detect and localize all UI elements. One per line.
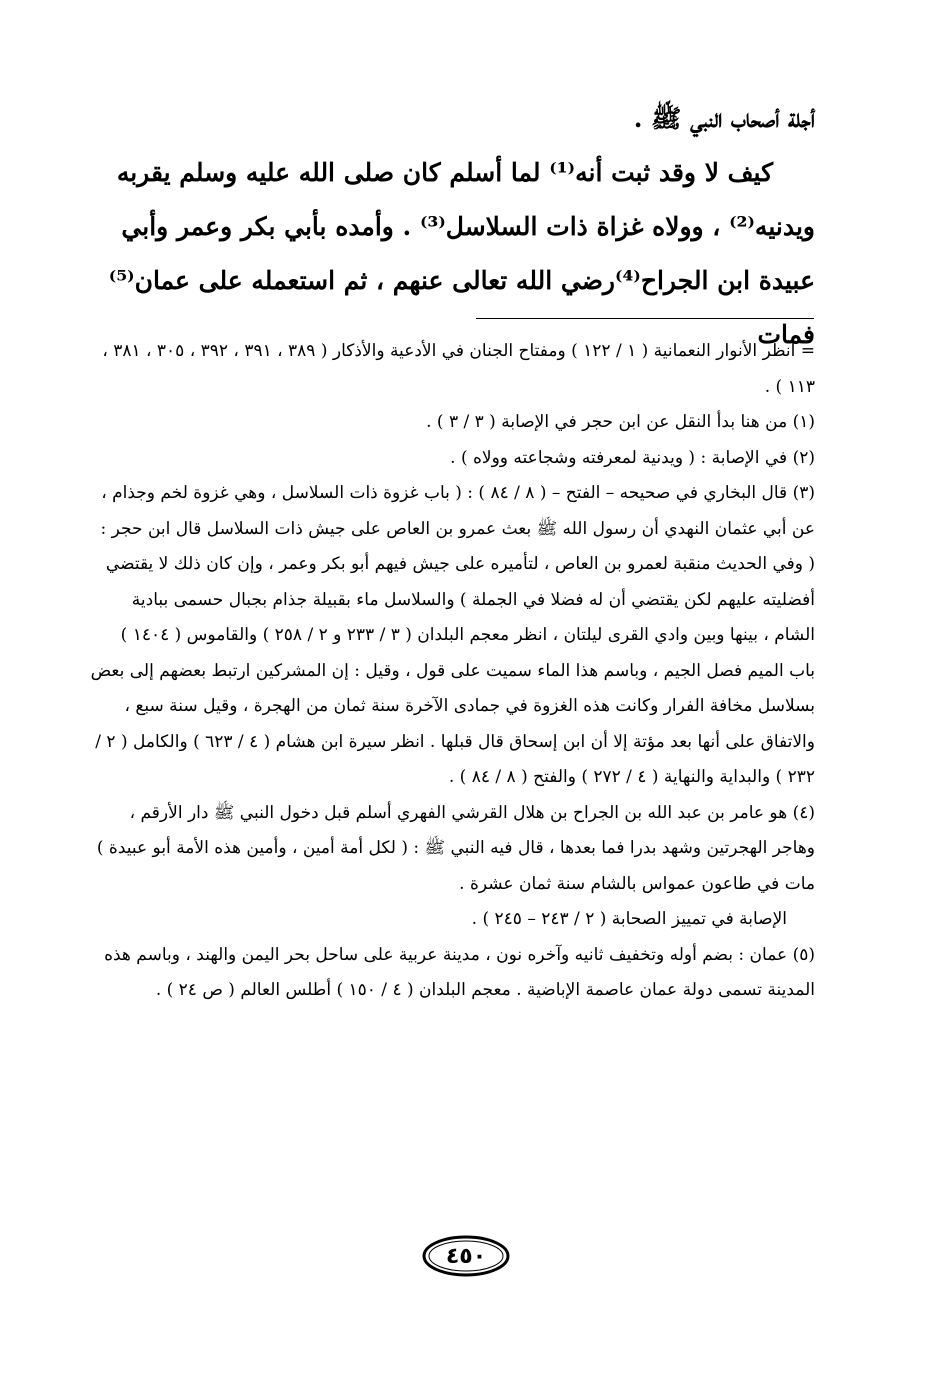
footnote-4-source: الإصابة في تمييز الصحابة ( ٢ / ٢٤٣ – ٢٤٥ ) .: [471, 909, 787, 929]
page-number-text: ٤٥٠: [445, 1243, 487, 1269]
main-text: [90, 92, 815, 362]
footnotes: [90, 334, 815, 1009]
main-line-1: أجلة أصحاب النبي ﷺ .: [633, 104, 815, 133]
page-number: [421, 1234, 511, 1278]
footnote-1: (١) من هنا بدأ النقل عن ابن حجر في الإصابة ( ٣ / ٣ ) .: [426, 412, 815, 432]
footnote-2: (٢) في الإصابة : ( ويدنية لمعرفته وشجاعته وولاه ) .: [450, 447, 815, 468]
main-paragraph: كيف لا وقد ثبت أنه⁽¹⁾ لما أسلم كان صلى الله عليه وسلم يقربه ويدنيه⁽²⁾ ، وولاه غزاة ذات السلاسل⁽³⁾ . وأمده بأبي بكر وعمر وأبي عبيدة ابن الجراح⁽⁴⁾رضي الله تعالى عنهم ، ثم استعمله على عمان⁽⁵⁾ فمات: [108, 158, 815, 349]
footnote-3: (٣) قال البخاري في صحيحه – الفتح – ( ٨ / ٨٤ ) : ( باب غزوة ذات السلاسل ، وهي غزوة لخم وجذام ، عن أبي عثمان النهدي أن رسول الله ﷺ بعث عمرو بن العاص على جيش ذات السلاسل قال ابن حجر : ( وفي الحديث منقبة لعمرو بن العاص ، لتأميره على جيش فيهم أبو بكر وعمر ، وإن كان ذلك لا يقتضي أفضليته عليهم لكن يقتضي أن له فضلا في الجملة ) والسلاسل ماء بقبيلة جذام بجبال حسمى ببادية الشام ، بينها وبين وادي القرى ليلتان ، انظر معجم البلدان ( ٣ / ٢٣٣ و ٢ / ٢٥٨ ) والقاموس ( ١٤٠٤ ) باب الميم فصل الجيم ، وباسم هذا الماء سميت على قول ، وقيل : إن المشركين ارتبط بعضهم إلى بعض بسلاسل مخافة الفرار وكانت هذه الغزوة في جمادى الآخرة سنة ثمان من الهجرة ، وقيل سنة سبع ، والاتفاق على أنها بعد مؤتة إلا أن ابن إسحاق قال قبلها . انظر سيرة ابن هشام ( ٤ / ٦٢٣ ) والكامل ( ٢ / ٢٣٢ ) والبداية والنهاية ( ٤ / ٢٧٢ ) والفتح ( ٨ / ٨٤ ) .: [90, 483, 815, 787]
footnote-continued: = انظر الأنوار النعمانية ( ١ / ١٢٢ ) ومفتاح الجنان في الأدعية والأذكار ( ٣٨٩ ، ٣٩١ ، ٣٩٢ ، ٣٠٥ ، ٣٨١ ، ١١٣ ) .: [102, 341, 815, 397]
footnote-separator: [476, 318, 814, 319]
footnote-4: (٤) هو عامر بن عبد الله بن الجراح بن هلال القرشي الفهري أسلم قبل دخول النبي ﷺ دار الأرقم ، وهاجر الهجرتين وشهد بدرا فما بعدها ، قال فيه النبي ﷺ : ( لكل أمة أمين ، وأمين هذه الأمة أبو عبيدة ) مات في طاعون عمواس بالشام سنة ثمان عشرة .: [96, 802, 815, 894]
footnote-5: (٥) عمان : بضم أوله وتخفيف ثانيه وآخره نون ، مدينة عربية على ساحل بحر اليمن والهند ، وباسم هذه المدينة تسمى دولة عمان عاصمة الإباضية . معجم البلدان ( ٤ / ١٥٠ ) أطلس العالم ( ص ٢٤ ) .: [104, 944, 815, 1000]
